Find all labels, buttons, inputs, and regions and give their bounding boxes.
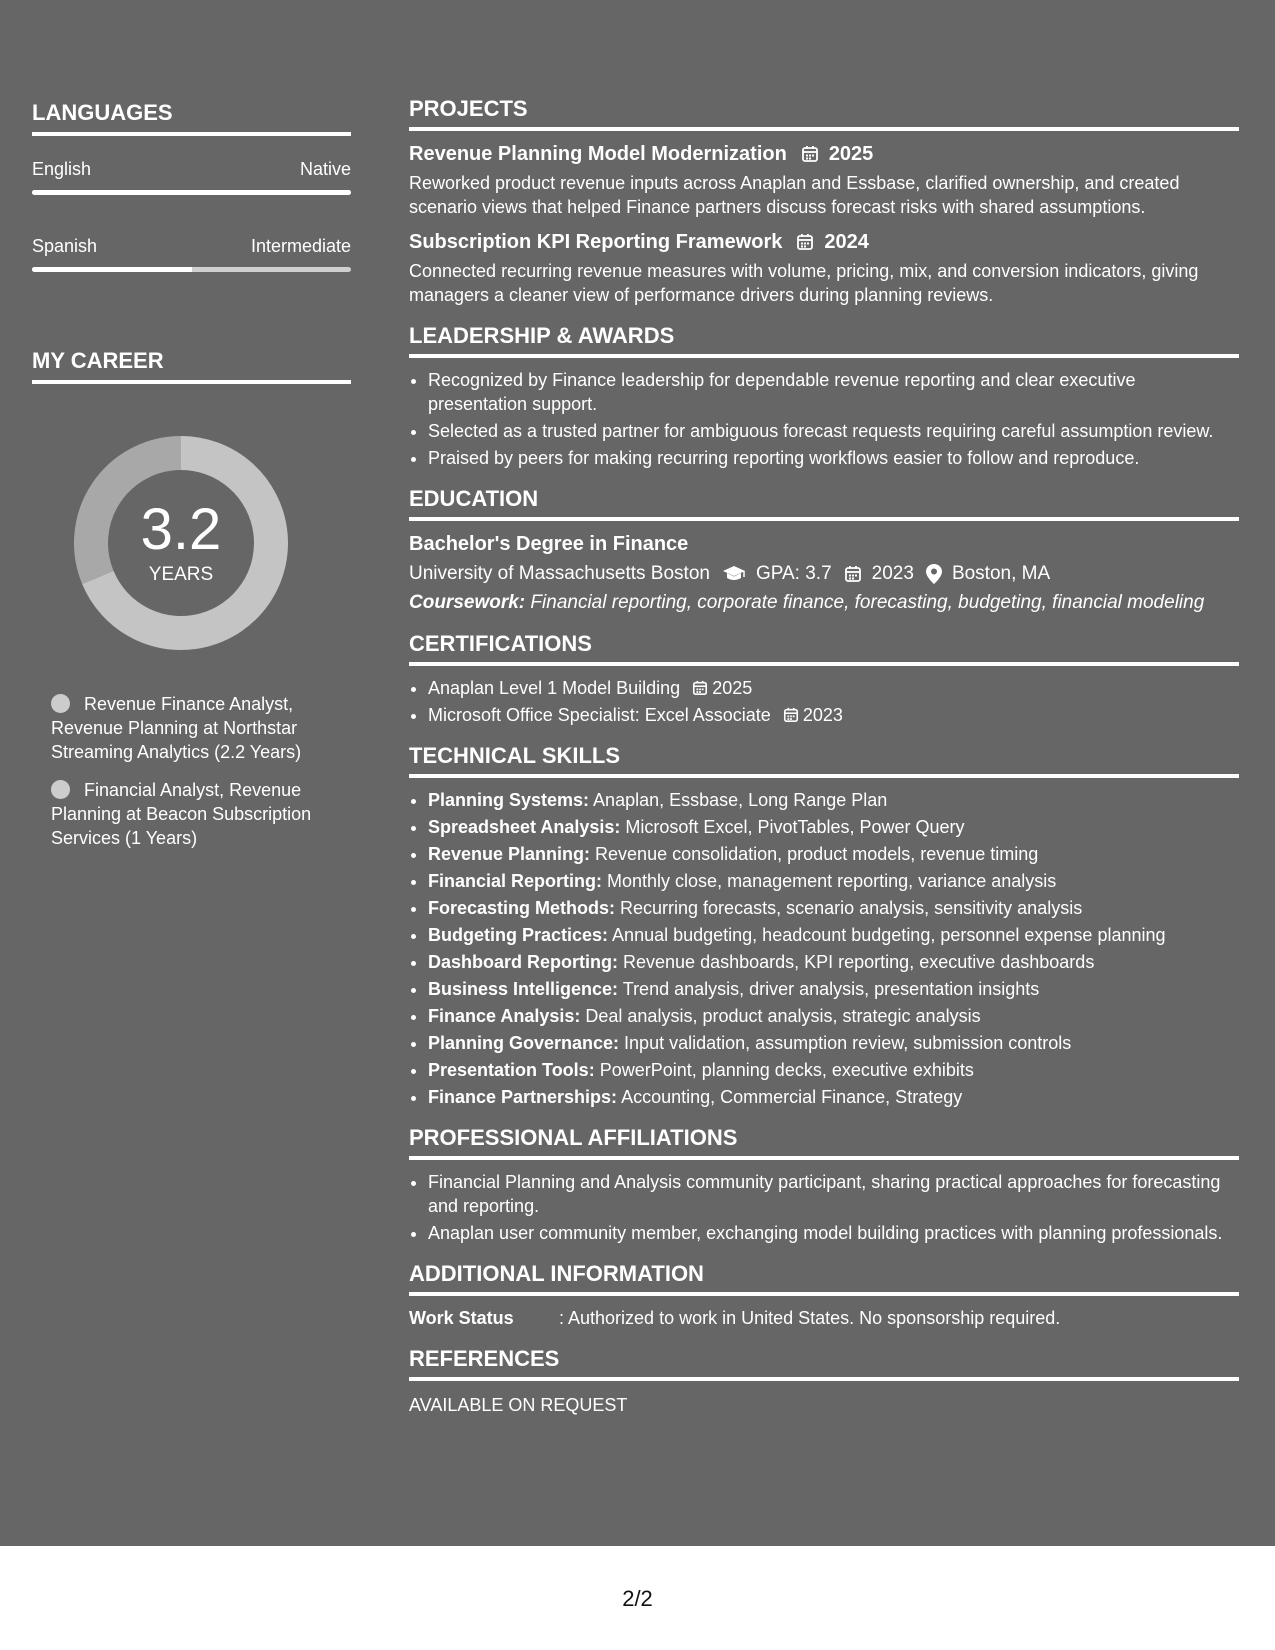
language-item — [32, 158, 351, 195]
skill-item — [428, 977, 1239, 1001]
skill-value: Microsoft Excel, PivotTables, Power Query — [620, 817, 965, 837]
list-item: • Recognized by Finance leadership for dependable revenue reporting and clear executive presentation support. — [428, 368, 1239, 416]
language-proficiency-bar — [32, 267, 351, 272]
location-pin-icon — [926, 564, 942, 584]
calendar-icon — [796, 233, 814, 251]
references-title: REFERENCES — [409, 1346, 1239, 1381]
project-item — [409, 229, 1239, 307]
affiliations-title: PROFESSIONAL AFFILIATIONS — [409, 1125, 1239, 1160]
right-column — [409, 96, 1239, 1433]
skill-item — [428, 869, 1239, 893]
certification-name: • Microsoft Office Specialist: Excel Associate — [428, 705, 771, 725]
career-donut — [66, 428, 296, 658]
list-item — [428, 703, 1239, 727]
skill-value: Revenue dashboards, KPI reporting, executive dashboards — [618, 952, 1095, 972]
skill-item — [428, 1085, 1239, 1109]
bullet-circle-icon — [51, 694, 70, 713]
skill-item — [428, 950, 1239, 974]
skills-section — [409, 743, 1239, 1109]
calendar-icon — [692, 680, 708, 696]
language-proficiency-bar — [32, 190, 351, 195]
affiliations-section — [409, 1125, 1239, 1245]
skill-label: Spreadsheet Analysis: — [428, 817, 621, 837]
additional-title: ADDITIONAL INFORMATION — [409, 1261, 1239, 1296]
career-years-value: 3.2 — [140, 497, 222, 562]
skill-item — [428, 1004, 1239, 1028]
languages-title: LANGUAGES — [32, 100, 351, 136]
project-year: 2025 — [828, 143, 874, 165]
career-item — [51, 692, 341, 764]
skills-title: TECHNICAL SKILLS — [409, 743, 1239, 778]
project-name: Subscription KPI Reporting Framework — [409, 231, 783, 253]
references-text: AVAILABLE ON REQUEST — [409, 1395, 628, 1415]
skill-value: Trend analysis, driver analysis, presentation insights — [618, 979, 1040, 999]
language-name: English — [32, 159, 92, 179]
education-gpa: GPA: 3.7 — [755, 563, 832, 584]
skill-item — [428, 1031, 1239, 1055]
education-title: EDUCATION — [409, 486, 1239, 521]
language-proficiency-fill — [32, 267, 192, 272]
info-key: Work Status — [409, 1308, 514, 1328]
skill-value: Revenue consolidation, product models, revenue timing — [590, 844, 1039, 864]
languages-section — [32, 100, 351, 272]
education-details — [409, 561, 1239, 587]
skill-label: Planning Systems: — [428, 790, 590, 810]
language-level: Intermediate — [250, 236, 351, 256]
skill-label: Revenue Planning: — [428, 844, 591, 864]
skill-item — [428, 896, 1239, 920]
left-column — [32, 100, 351, 864]
project-description: Reworked product revenue inputs across Anaplan and Essbase, clarified ownership, and created scenario views that helped Finance partners discuss forecast risks with shared assumptions. — [409, 173, 1180, 217]
skill-label: Forecasting Methods: — [428, 898, 616, 918]
skill-label: Business Intelligence: — [428, 979, 619, 999]
career-title: MY CAREER — [32, 348, 351, 384]
page-number: 2/2 — [622, 1586, 653, 1611]
info-value: : Authorized to work in United States. No sponsorship required. — [559, 1308, 1061, 1328]
projects-section — [409, 96, 1239, 307]
skill-label: Finance Analysis: — [428, 1006, 581, 1026]
info-row — [409, 1306, 1239, 1330]
project-description: Connected recurring revenue measures with volume, pricing, mix, and conversion indicators, giving managers a cleaner view of performance drivers during planning reviews. — [409, 261, 1199, 305]
skill-value: Deal analysis, product analysis, strategic analysis — [580, 1006, 981, 1026]
skill-label: Presentation Tools: — [428, 1060, 595, 1080]
certifications-section — [409, 631, 1239, 727]
project-year: 2024 — [824, 231, 869, 253]
skill-value: Recurring forecasts, scenario analysis, sensitivity analysis — [615, 898, 1083, 918]
skill-item — [428, 923, 1239, 947]
references-section — [409, 1346, 1239, 1417]
career-item-text: Financial Analyst, Revenue Planning at Beacon Subscription Services (1 Years) — [51, 780, 312, 848]
calendar-icon — [844, 565, 862, 583]
skill-value: Input validation, assumption review, submission controls — [619, 1033, 1072, 1053]
education-section — [409, 486, 1239, 615]
skill-label: Finance Partnerships: — [428, 1087, 618, 1107]
skill-value: Monthly close, management reporting, variance analysis — [602, 871, 1057, 891]
career-list — [32, 692, 351, 850]
skill-value: PowerPoint, planning decks, executive exhibits — [594, 1060, 974, 1080]
language-level: Native — [299, 159, 351, 179]
affiliations-list — [409, 1170, 1239, 1245]
projects-title: PROJECTS — [409, 96, 1239, 131]
skill-item — [428, 842, 1239, 866]
skills-list — [409, 788, 1239, 1109]
education-school: University of Massachusetts Boston — [409, 563, 710, 584]
list-item — [428, 676, 1239, 700]
language-proficiency-fill — [32, 190, 351, 195]
certifications-list — [409, 676, 1239, 727]
certification-name: • Anaplan Level 1 Model Building — [428, 678, 681, 698]
language-name: Spanish — [32, 236, 98, 256]
bullet-circle-icon — [51, 780, 70, 799]
list-item: • Financial Planning and Analysis community participant, sharing practical approaches for forecasting and reporting. — [428, 1170, 1239, 1218]
leadership-list — [409, 368, 1239, 470]
project-name: Revenue Planning Model Modernization — [409, 143, 787, 165]
calendar-icon — [801, 145, 819, 163]
education-year: 2023 — [871, 563, 914, 584]
certification-year: 2023 — [802, 705, 843, 725]
language-item — [32, 235, 351, 272]
skill-label: Dashboard Reporting: — [428, 952, 619, 972]
project-item — [409, 141, 1239, 219]
education-location: Boston, MA — [951, 563, 1051, 584]
leadership-title: LEADERSHIP & AWARDS — [409, 323, 1239, 358]
coursework-label: Coursework: — [409, 592, 526, 613]
skill-label: Budgeting Practices: — [428, 925, 609, 945]
skill-value: Annual budgeting, headcount budgeting, personnel expense planning — [608, 925, 1166, 945]
skill-label: Planning Governance: — [428, 1033, 620, 1053]
career-item-text: Revenue Finance Analyst, Revenue Planning at Northstar Streaming Analytics (2.2 Years) — [51, 694, 302, 762]
certification-year: 2025 — [712, 678, 753, 698]
list-item: • Selected as a trusted partner for ambiguous forecast requests requiring careful assumption review. — [428, 419, 1239, 443]
list-item: • Praised by peers for making recurring reporting workflows easier to follow and reproduce. — [428, 446, 1239, 470]
education-degree: Bachelor's Degree in Finance — [409, 533, 689, 555]
coursework-text: Financial reporting, corporate finance, forecasting, budgeting, financial modeling — [525, 592, 1205, 613]
skill-item — [428, 1058, 1239, 1082]
career-section — [32, 348, 351, 850]
skill-value: Anaplan, Essbase, Long Range Plan — [589, 790, 888, 810]
certifications-title: CERTIFICATIONS — [409, 631, 1239, 666]
career-item — [51, 778, 341, 850]
education-coursework — [409, 591, 1239, 615]
skill-label: Financial Reporting: — [428, 871, 603, 891]
skill-value: Accounting, Commercial Finance, Strategy — [617, 1087, 963, 1107]
page-footer — [0, 1546, 1275, 1650]
leadership-section — [409, 323, 1239, 470]
career-years-label: YEARS — [148, 564, 214, 585]
graduation-cap-icon — [722, 565, 746, 583]
calendar-icon — [783, 707, 799, 723]
skill-item — [428, 788, 1239, 812]
additional-section — [409, 1261, 1239, 1330]
skill-item — [428, 815, 1239, 839]
list-item: • Anaplan user community member, exchanging model building practices with planning professionals. — [428, 1221, 1239, 1245]
